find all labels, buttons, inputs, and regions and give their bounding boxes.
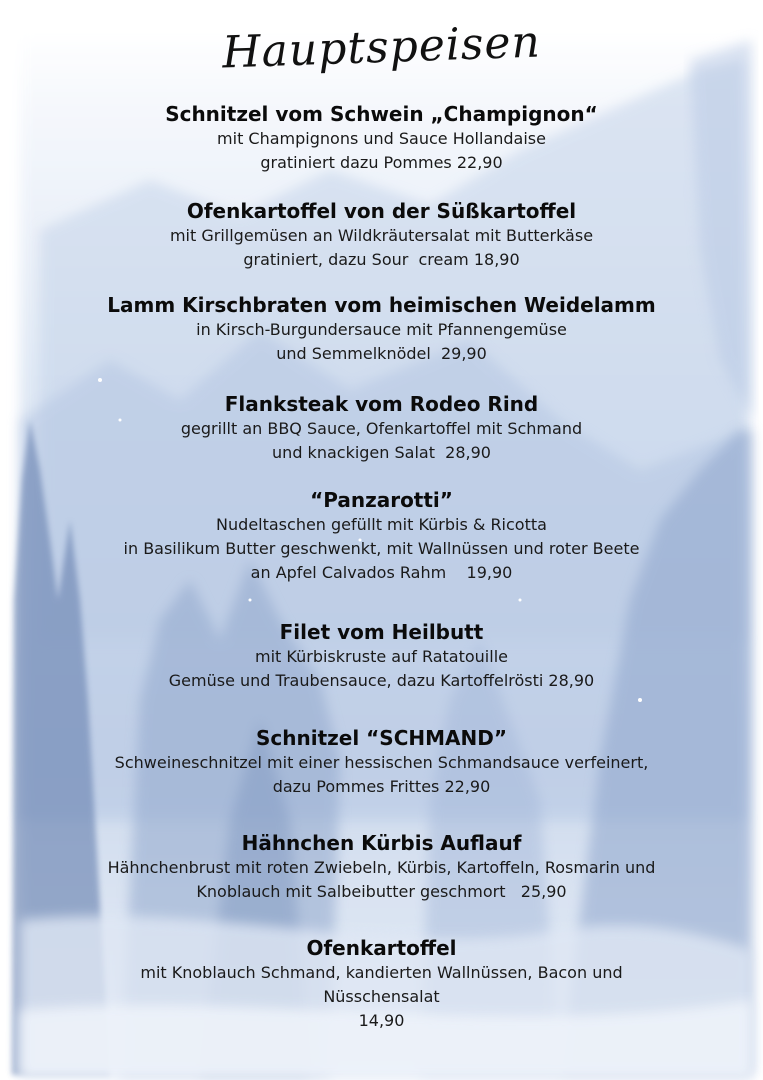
menu-item [0, 391, 763, 465]
dish-name: Ofenkartoffel von der Süßkartoffel [186, 199, 577, 223]
dish-description: 14,90 [358, 1011, 405, 1030]
menu-item [0, 487, 763, 585]
dish-name: Flanksteak vom Rodeo Rind [224, 392, 539, 416]
dish-description: Hähnchenbrust mit roten Zwiebeln, Kürbis, Kartoffeln, Rosmarin und [107, 858, 656, 877]
page-title [0, 2, 763, 88]
menu-item [0, 725, 763, 799]
dish-description: und Semmelknödel 29,90 [276, 344, 487, 363]
dish-description: Nudeltaschen gefüllt mit Kürbis & Ricotta [216, 515, 547, 534]
menu-item [0, 101, 763, 175]
dish-name: Lamm Kirschbraten vom heimischen Weidelamm [107, 293, 656, 317]
dish-description: und knackigen Salat 28,90 [272, 443, 491, 462]
menu-item [0, 292, 763, 366]
dish-name: Hähnchen Kürbis Auflauf [241, 831, 522, 855]
dish-description: Schweineschnitzel mit einer hessischen Schmandsauce verfeinert, [114, 753, 649, 772]
dish-name: “Panzarotti” [310, 488, 453, 512]
dish-description: dazu Pommes Frittes 22,90 [272, 777, 491, 796]
dish-name: Schnitzel “SCHMAND” [255, 726, 507, 750]
menu-item [0, 198, 763, 272]
menu-item [0, 830, 763, 904]
title-text: Hauptspeisen [221, 16, 542, 79]
dish-description: Nüsschensalat [323, 987, 440, 1006]
menu-item [0, 619, 763, 693]
dish-description: gratiniert, dazu Sour cream 18,90 [243, 250, 520, 269]
dish-description: gegrillt an BBQ Sauce, Ofenkartoffel mit Schmand [180, 419, 583, 438]
dish-name: Filet vom Heilbutt [279, 620, 484, 644]
menu-item [0, 935, 763, 1033]
dish-description: in Kirsch-Burgundersauce mit Pfannengemüse [196, 320, 567, 339]
dish-description: mit Kürbiskruste auf Ratatouille [255, 647, 508, 666]
dish-name: Ofenkartoffel [306, 936, 457, 960]
dish-description: Gemüse und Traubensauce, dazu Kartoffelrösti 28,90 [168, 671, 595, 690]
dish-description: mit Knoblauch Schmand, kandierten Wallnüssen, Bacon und [140, 963, 623, 982]
dish-name: Schnitzel vom Schwein „Champignon“ [165, 102, 598, 126]
dish-description: in Basilikum Butter geschwenkt, mit Wallnüssen und roter Beete [123, 539, 640, 558]
dish-description: mit Champignons und Sauce Hollandaise [217, 129, 546, 148]
dish-description: an Apfel Calvados Rahm 19,90 [250, 563, 513, 582]
dish-description: gratiniert dazu Pommes 22,90 [260, 153, 503, 172]
dish-description: Knoblauch mit Salbeibutter geschmort 25,90 [196, 882, 567, 901]
dish-description: mit Grillgemüsen an Wildkräutersalat mit Butterkäse [169, 226, 594, 245]
